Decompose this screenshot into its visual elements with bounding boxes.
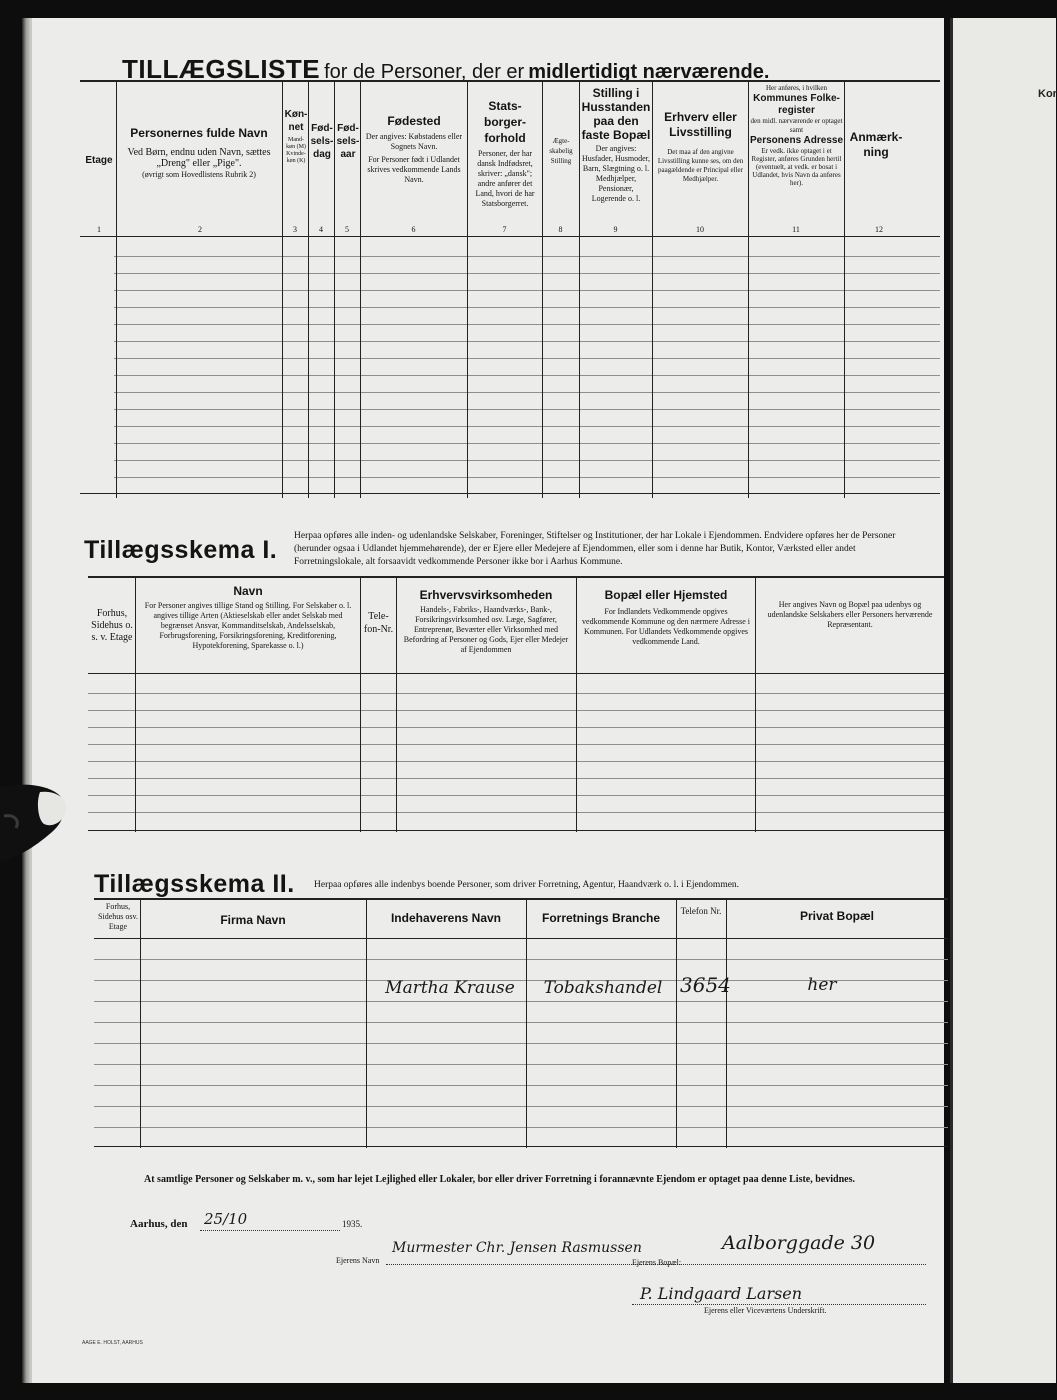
col-occupation-title: Erhverv eller Livsstilling bbox=[664, 110, 737, 139]
col-register-title: Kommunes Folke-register bbox=[753, 93, 840, 116]
col-birthplace-note2: For Personer født i Udlandet skrives vedkommende Lands Navn. bbox=[367, 155, 461, 184]
col-citizenship-note: Personer, der har dansk Indfødsret, skriver: „dansk"; andre anfører det Land, hvori de har Statsborgerret. bbox=[475, 149, 535, 208]
skema1-col-representant: Her angives Navn og Bopæl paa udenbys og udenlandske Selskabers eller Personers herværende Repræsentant. bbox=[767, 600, 933, 629]
col-birthday-header: Fød-sels-dag bbox=[310, 123, 334, 160]
footer-address-label: Ejerens Bopæl: bbox=[632, 1258, 682, 1267]
col-num: 1 bbox=[97, 225, 101, 234]
adjacent-page-text: Kor bbox=[1038, 88, 1057, 100]
footer-statement: At samtlige Personer og Selskaber m. v., som har lejet Lejlighed eller Lokaler, bor eller driver Forretning i forannævnte Ejendom er optaget paa denne Liste, bevidnes. bbox=[144, 1174, 855, 1185]
col-num: 3 bbox=[293, 225, 297, 234]
col-num: 12 bbox=[875, 225, 883, 234]
skema2-col-indehaver: Indehaverens Navn bbox=[390, 911, 502, 925]
col-sex-header bbox=[284, 108, 308, 165]
col-citizenship-header bbox=[469, 98, 541, 209]
col-occupation-header bbox=[654, 110, 747, 184]
col-num: 8 bbox=[558, 225, 563, 234]
col-etage-header: Etage bbox=[85, 155, 113, 166]
col-num: 6 bbox=[411, 225, 416, 234]
col-household-header bbox=[581, 86, 651, 204]
col-birthplace-header bbox=[364, 114, 464, 185]
col-num: 10 bbox=[696, 225, 704, 234]
skema1-col-erhverv bbox=[400, 588, 572, 655]
footer-date: 25/10 bbox=[204, 1210, 248, 1228]
col-sex-title: Køn-net bbox=[284, 109, 308, 133]
footer-address: Aalborggade 30 bbox=[722, 1232, 876, 1254]
skema1-col-navn-title: Navn bbox=[233, 584, 263, 598]
col-register-pre: Her anføres, i hvilken bbox=[765, 84, 828, 92]
skema2-col-branche: Forretnings Branche bbox=[541, 911, 661, 925]
col-num: 5 bbox=[345, 225, 349, 234]
skema2-row1-branche: Tobakshandel bbox=[543, 978, 663, 998]
skema2-col-bopael: Privat Bopæl bbox=[799, 909, 874, 923]
skema1-title: Tillægsskema I. bbox=[84, 536, 278, 564]
footer-owner-name: Murmester Chr. Jensen Rasmussen bbox=[392, 1240, 642, 1256]
footer-owner-label: Ejerens Navn bbox=[336, 1256, 380, 1265]
skema1-description: Herpaa opføres alle inden- og udenlandske Selskaber, Foreninger, Stiftelser og Institutioner, der har Lokale i Ejendommen. Endvidere opføres her de Personer (herunder ogsaa i Udlandet hjemmehørende), der er Ejere eller Medejere af Ejendommen, eller som i denne har Butik, Kontor, Værksted eller andet Forretningslokale, alt forsaavidt vedkommende Personer ikke bor i Aarhus Kommune. bbox=[294, 531, 896, 567]
col-register-note: Er vedk. ikke optaget i et Register, anføres Grunden hertil (eventuelt, at vedk. er bosat i Udlandet, hvis Navn da anføres her). bbox=[751, 147, 842, 187]
col-num: 4 bbox=[319, 225, 323, 234]
thumb-holding-page bbox=[0, 780, 75, 870]
form-sheet bbox=[30, 18, 944, 1383]
skema2-title: Tillægsskema II. bbox=[94, 870, 295, 898]
skema1-col-bopael-title: Bopæl eller Hjemsted bbox=[604, 588, 728, 602]
col-name-title: Personernes fulde Navn bbox=[130, 126, 268, 140]
skema1-col-bopael-note: For Indlandets Vedkommende opgives vedkommende Kommune og den nærmere Adresse i Kommunen. For Udlandets Vedkommende opgives vedkommende Land. bbox=[582, 607, 750, 646]
skema2-col-telefon: Telefon Nr. bbox=[680, 906, 722, 916]
col-household-title: Stilling i Husstanden paa den faste Bopæl bbox=[581, 86, 651, 142]
col-name-note: Ved Børn, endnu uden Navn, sættes „Dreng" eller „Pige". bbox=[127, 147, 271, 169]
col-num: 2 bbox=[198, 225, 202, 234]
skema1-col-erhverv-note: Handels-, Fabriks-, Haandværks-, Bank-, Forsikringsvirksomhed osv. Læge, Sagfører, Entreprenør, Beværter eller Virksomhed med Befordring af Personer og Gods, Ejer eller Medejer af Ejendommen bbox=[403, 605, 569, 654]
skema1-col-navn-note: For Personer angives tillige Stand og Stilling. For Selskaber o. l. angives tillige Arten (Aktieselskab eller andet Selskab med begrænset Ansvar, Kommanditselskab, Andelsselskab, Forbrugsforening, Forsikringsforening, Kreditforening, Hypotekforening, Sparekasse o. l.) bbox=[144, 601, 352, 650]
col-num: 11 bbox=[792, 225, 800, 234]
col-sex-note: Mand-køn (M) Kvinde-køn (K) bbox=[286, 137, 306, 164]
col-num: 9 bbox=[613, 225, 618, 234]
skema1-col-erhverv-title: Erhvervsvirksomheden bbox=[419, 588, 553, 602]
skema2-row1-indehaver: Martha Krause bbox=[385, 978, 515, 998]
skema2-col-firma: Firma Navn bbox=[220, 913, 286, 927]
col-household-note: Der angives: Husfader, Husmoder, Barn, Slægtning o. l. Medhjælper, Pensionær, Logerende o. l. bbox=[581, 144, 650, 203]
skema2-row1-bopael: her bbox=[807, 975, 837, 995]
list-title-bold: midlertidigt nærværende. bbox=[528, 61, 770, 83]
col-citizenship-title: Stats-borger-forhold bbox=[484, 99, 526, 145]
adjacent-page bbox=[950, 18, 1056, 1383]
list-title-main: TILLÆGSLISTE bbox=[122, 54, 321, 84]
col-occupation-note: Det maa af den angivne Livsstilling kunne ses, om den paagældende er Principal eller Medhjælper. bbox=[657, 148, 744, 183]
footer-signature-label: Ejerens eller Viceværtens Underskrift. bbox=[704, 1306, 827, 1315]
skema1-col-etage: Forhus, Sidehus o. s. v. Etage bbox=[91, 608, 133, 643]
col-birthplace-title: Fødested bbox=[387, 114, 441, 128]
printer-mark: AAGE E. HOLST, AARHUS bbox=[82, 1340, 143, 1346]
col-register-mid: den midl. nærværende er optaget samt bbox=[750, 117, 843, 134]
col-register-title2: Personens Adresse bbox=[750, 135, 844, 146]
col-birthplace-note: Der angives: Købstadens eller Sognets Navn. bbox=[365, 132, 463, 151]
col-register-header bbox=[750, 84, 843, 187]
list-title-mid: for de Personer, der er bbox=[324, 61, 525, 83]
footer-place: Aarhus, den bbox=[130, 1218, 188, 1230]
col-marital-header: Ægte-skabelig Stilling bbox=[549, 137, 573, 165]
footer-year: 1935. bbox=[342, 1219, 363, 1229]
col-num: 7 bbox=[502, 225, 507, 234]
skema2-col-etage: Forhus, Sidehus osv. Etage bbox=[98, 902, 138, 931]
skema2-row1-telefon: 3654 bbox=[680, 973, 731, 997]
col-name-note2: (øvrigt som Hovedlistens Rubrik 2) bbox=[142, 170, 256, 179]
col-remarks-header: Anmærk-ning bbox=[849, 130, 903, 159]
skema1-col-navn bbox=[140, 584, 356, 651]
col-name-header bbox=[118, 126, 280, 180]
skema2-description: Herpaa opføres alle indenbys boende Personer, som driver Forretning, Agentur, Haandværk o. l. i Ejendommen. bbox=[314, 880, 740, 890]
skema1-col-telefon: Tele-fon-Nr. bbox=[363, 611, 394, 635]
col-birthyear-header: Fød-sels-aar bbox=[336, 123, 360, 160]
footer-signature: P. Lindgaard Larsen bbox=[640, 1284, 803, 1303]
skema1-col-bopael bbox=[580, 588, 752, 647]
